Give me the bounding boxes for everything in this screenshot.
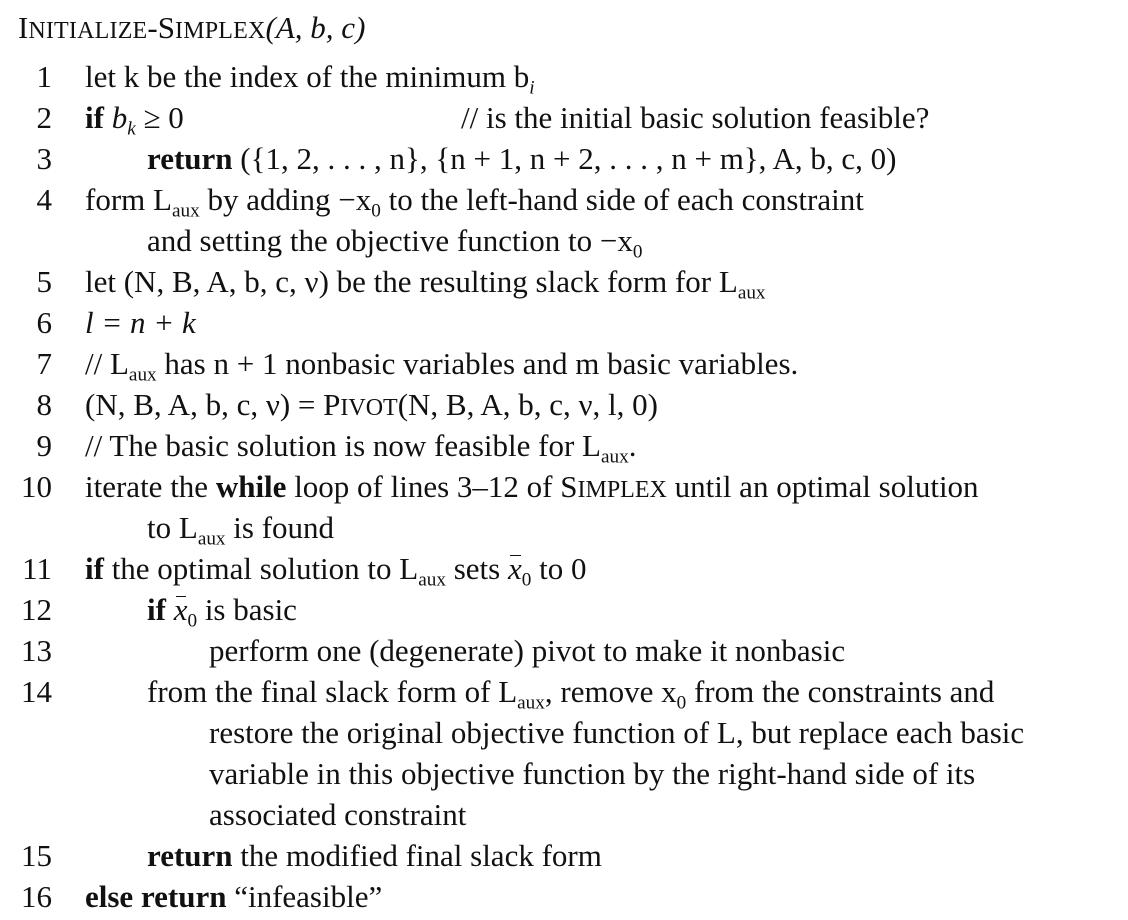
line-text: let k be the index of the minimum $b_i$ xyxy=(85,59,535,99)
line-text: form $L_{aux}$ by adding $-x_0$ to the left-hand side of each constraint xyxy=(85,182,864,222)
line-number: 15 xyxy=(21,838,52,873)
line-text: perform one (degenerate) pivot to make it nonbasic xyxy=(209,633,846,668)
line-text: to $L_{aux}$ is found xyxy=(147,510,335,550)
line-number: 7 xyxy=(36,346,52,381)
title-initialize-rest: NITIALIZE xyxy=(28,18,148,44)
line-text: variable in this objective function by the right-hand side of its xyxy=(209,756,976,791)
line-text: return ({1, 2, . . . , n}, {n + 1, n + 2, . . . , n + m}, A, b, c, 0) xyxy=(147,141,897,176)
line-number: 8 xyxy=(36,387,52,422)
line-number: 10 xyxy=(21,469,52,504)
line-text: else return “infeasible” xyxy=(85,879,383,914)
line-text: // The basic solution is now feasible for $L_{aux}$. xyxy=(85,428,637,468)
line-text: iterate the while loop of lines 3–12 of SIMPLEX until an optimal solution xyxy=(85,469,979,504)
line-text: associated constraint xyxy=(209,797,467,832)
line-text: // $L_{aux}$ has n + 1 nonbasic variables and m basic variables. xyxy=(85,346,799,386)
line-text: if $x_0$ is basic xyxy=(147,592,297,632)
line-number: 4 xyxy=(36,182,52,217)
line-number: 9 xyxy=(36,428,52,463)
title-simplex-rest: IMPLEX xyxy=(175,18,266,44)
line-number: 13 xyxy=(21,633,52,668)
line-number: 5 xyxy=(36,264,52,299)
line-number: 3 xyxy=(36,141,52,176)
line-text: l = n + k xyxy=(85,305,196,340)
procedure-title xyxy=(18,8,365,51)
line-text: and setting the objective function to $-x_0$ xyxy=(147,223,643,263)
line-text: restore the original objective function of L, but replace each basic xyxy=(209,715,1025,750)
line-text: from the final slack form of $L_{aux}$, remove $x_0$ from the constraints and xyxy=(147,674,995,714)
line-number: 12 xyxy=(21,592,52,627)
line-number: 2 xyxy=(36,100,52,135)
line-text: if $b_k \ge 0$ xyxy=(85,100,184,140)
title-dash: - xyxy=(147,10,158,45)
line-number: 1 xyxy=(36,59,52,94)
title-initial-s: S xyxy=(157,10,175,45)
line-number: 11 xyxy=(22,551,52,586)
line-comment: // is the initial basic solution feasible? xyxy=(461,100,930,135)
title-arguments: (A, b, c) xyxy=(265,10,366,45)
line-number: 6 xyxy=(36,305,52,340)
line-text: return the modified final slack form xyxy=(147,838,602,873)
line-text: let (N, B, A, b, c, ν) be the resulting slack form for $L_{aux}$ xyxy=(85,264,766,304)
line-text: if the optimal solution to $L_{aux}$ sets $x_0$ to 0 xyxy=(85,551,587,591)
title-initial-i: I xyxy=(18,10,29,45)
line-number: 16 xyxy=(21,879,52,914)
line-number: 14 xyxy=(21,674,52,709)
line-text: (N, B, A, b, c, ν) = PIVOT(N, B, A, b, c, ν, l, 0) xyxy=(85,387,658,422)
